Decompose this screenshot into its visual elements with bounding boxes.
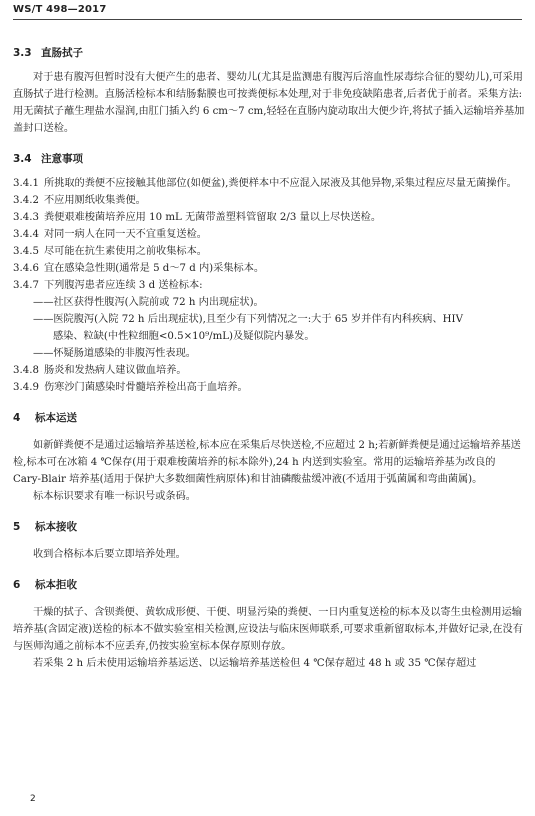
clause-item: 3.4.7 下列腹泻患者应连续 3 d 送检标本: <box>13 280 203 291</box>
section-heading-4: 4 标本运送 <box>13 412 77 424</box>
header-rule <box>13 19 522 20</box>
page-number: 2 <box>30 794 36 804</box>
section-heading-6: 6 标本拒收 <box>13 579 77 591</box>
clause-item: 3.4.4 对同一病人在同一天不宜重复送检。 <box>13 229 207 240</box>
dash-list-item: ——医院腹泻(入院 72 h 后出现症状),且至少有下列情况之一:大于 65 岁并伴有内科疾病、HIV <box>33 314 463 325</box>
section-heading-3-3: 3.3 直肠拭子 <box>13 47 83 59</box>
paragraph: 标本标识要求有唯一标识号或条码。 <box>33 491 196 502</box>
clause-item: 3.4.8 肠炎和发热病人建议做血培养。 <box>13 365 187 376</box>
paragraph: 干燥的拭子、含钡粪便、黄软成形便、干便、明显污染的粪便、一日内重复送检的标本及以寄生虫检测用运输培养基(含固定液)送检的标本不做实验室相关检测,应设法与临床医师联系,可要求重新留取标本,并做好记录,在没有与医师沟通之前标本不应丢弃,仍按实验室标本保存原则存放。 <box>13 607 523 652</box>
dash-list-item: ——怀疑肠道感染的非腹泻性表现。 <box>33 348 196 359</box>
clause-item: 3.4.1 所挑取的粪便不应接触其他部位(如便盆),粪便样本中不应混入尿液及其他异物,采集过程应尽量无菌操作。 <box>13 178 517 189</box>
section-heading-5: 5 标本接收 <box>13 521 77 533</box>
section-heading-3-4: 3.4 注意事项 <box>13 153 83 165</box>
paragraph: 对于患有腹泻但暂时没有大便产生的患者、婴幼儿(尤其是监测患有腹泻后溶血性尿毒综合征的婴幼儿),可采用直肠拭子进行检测。直肠活检标本和结肠黏膜也可按粪便标本处理,对于非免疫缺陷患者,后者优于前者。采集方法:用无菌拭子蘸生理盐水湿润,由肛门插入约 6 cm～7 cm,轻轻在直肠内旋动取出大便少许,将拭子插入运输培养基加盖封口送检。 <box>13 72 525 134</box>
dash-list-item: ——社区获得性腹泻(入院前或 72 h 内出现症状)。 <box>33 297 264 308</box>
clause-item: 3.4.6 宜在感染急性期(通常是 5 d～7 d 内)采集标本。 <box>13 263 265 274</box>
clause-item: 3.4.9 伤寒沙门菌感染时骨髓培养检出高于血培养。 <box>13 382 248 393</box>
dash-list-continuation: 感染、粒缺(中性粒细胞<0.5×10⁹/mL)及疑似院内暴发。 <box>53 331 315 342</box>
clause-item: 3.4.5 尽可能在抗生素使用之前收集标本。 <box>13 246 207 257</box>
document-body <box>13 45 525 672</box>
paragraph: 如新鲜粪便不是通过运输培养基送检,标本应在采集后尽快送检,不应超过 2 h;若新鲜粪便是通过运输培养基送检,标本可在冰箱 4 ℃保存(用于艰难梭菌培养的标本除外),24 h 内送到实验室。常用的运输培养基为改良的 Cary-Blair 培养基(适用于保护大多数细菌性病原体)和甘油磷酸盐缓冲液(不适用于弧菌属和弯曲菌属)。 <box>13 440 521 485</box>
paragraph: 收到合格标本后要立即培养处理。 <box>33 549 186 560</box>
clause-item: 3.4.3 粪便艰难梭菌培养应用 10 mL 无菌带盖塑料管留取 2/3 量以上尽快送检。 <box>13 212 382 223</box>
paragraph: 若采集 2 h 后未使用运输培养基运送、以运输培养基送检但 4 ℃保存超过 48 h 或 35 ℃保存超过 <box>33 658 477 669</box>
clause-item: 3.4.2 不应用厕纸收集粪便。 <box>13 195 146 206</box>
standard-number: WS/T 498—2017 <box>13 4 107 15</box>
